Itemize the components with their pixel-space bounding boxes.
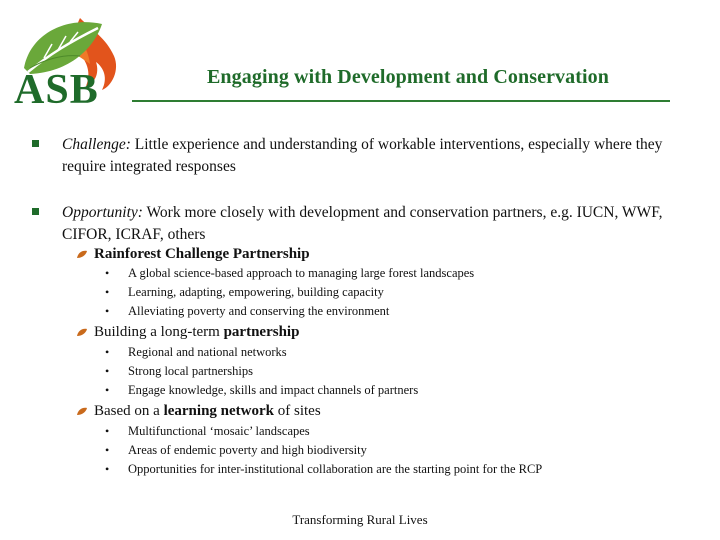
point-item [105, 345, 287, 360]
point-text: A global science-based approach to managing large forest landscapes [128, 266, 475, 280]
dot-bullet-icon: • [105, 424, 110, 438]
bullet-item-challenge [62, 134, 682, 178]
asb-logo [10, 8, 122, 114]
sub-item-rainforest-challenge [94, 246, 310, 263]
bullet-lead: Challenge: [62, 136, 131, 153]
point-item [105, 443, 367, 458]
sub-item-emphasis: Rainforest Challenge Partnership [94, 246, 310, 262]
dot-bullet-icon: • [105, 285, 110, 299]
square-bullet-icon [32, 208, 39, 215]
bullet-text: Work more closely with development and conservation partners, e.g. IUCN, WWF, CIFOR, ICRAF, others [62, 204, 663, 243]
point-item [105, 364, 253, 379]
sub-item-learning-network [94, 403, 321, 420]
page-title: Engaging with Development and Conservation [206, 66, 609, 88]
point-text: Regional and national networks [128, 345, 287, 359]
sub-item-text: Based on a [94, 403, 164, 419]
point-text: Strong local partnerships [128, 364, 253, 378]
dot-bullet-icon: • [105, 304, 110, 318]
dot-bullet-icon: • [105, 383, 110, 397]
point-text: Learning, adapting, empowering, building capacity [128, 285, 384, 299]
point-item [105, 285, 384, 300]
point-text: Opportunities for inter-institutional collaboration are the starting point for the RCP [128, 462, 543, 476]
point-text: Areas of endemic poverty and high biodiversity [128, 443, 367, 457]
footer-text: Transforming Rural Lives [292, 512, 428, 527]
logo-text: ASB [14, 67, 99, 113]
square-bullet-icon [32, 140, 39, 147]
bullet-item-opportunity [62, 202, 682, 246]
point-item [105, 383, 419, 398]
point-item [105, 266, 475, 281]
leaf-bullet-icon [77, 250, 87, 259]
sub-item-text-end: of sites [274, 403, 321, 419]
point-item [105, 304, 390, 319]
dot-bullet-icon: • [105, 364, 110, 378]
dot-bullet-icon: • [105, 345, 110, 359]
dot-bullet-icon: • [105, 443, 110, 457]
title-underline [132, 100, 670, 102]
sub-item-emphasis: learning network [163, 403, 274, 419]
point-item [105, 462, 543, 477]
point-item [105, 424, 310, 439]
point-text: Engage knowledge, skills and impact channels of partners [128, 383, 419, 397]
sub-item-emphasis: partnership [223, 324, 300, 340]
sub-item-partnership [94, 324, 299, 341]
point-text: Alleviating poverty and conserving the environment [128, 304, 390, 318]
dot-bullet-icon: • [105, 462, 110, 476]
point-text: Multifunctional ‘mosaic’ landscapes [128, 424, 310, 438]
bullet-lead: Opportunity: [62, 204, 143, 221]
dot-bullet-icon: • [105, 266, 110, 280]
leaf-bullet-icon [77, 407, 87, 416]
bullet-text: Little experience and understanding of workable interventions, especially where they require integrated responses [62, 136, 663, 175]
leaf-bullet-icon [77, 328, 87, 337]
sub-item-text: Building a long-term [94, 324, 224, 340]
